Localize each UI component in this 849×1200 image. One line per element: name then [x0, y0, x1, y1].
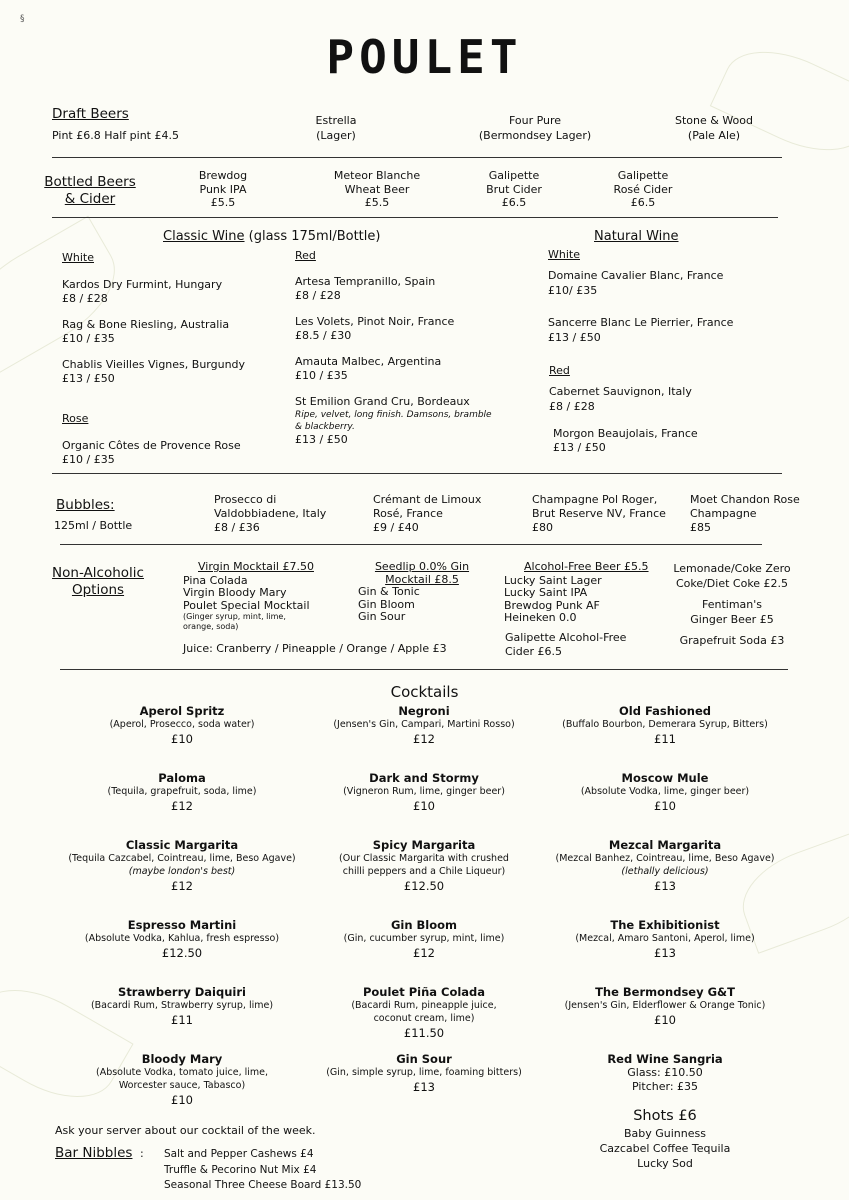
- wine-price: £10 / £35: [295, 368, 348, 382]
- draft-beer-name: Stone & Wood: [674, 114, 753, 127]
- cocktail-price: £10: [654, 799, 676, 813]
- bottled-item-price: £6.5: [630, 196, 656, 209]
- cocktail-name: Negroni: [398, 704, 450, 718]
- draft-beer: [280, 114, 392, 142]
- cocktail-name: Gin Sour: [396, 1052, 452, 1066]
- cocktail-item: [545, 918, 785, 960]
- juice-line: Juice: Cranberry / Pineapple / Orange / Apple £3: [183, 642, 447, 655]
- non-alcoholic-heading-line: Options: [71, 582, 125, 598]
- bubbles-item-price: £8 / £36: [214, 521, 260, 534]
- cocktail-price: £12: [413, 946, 435, 960]
- non-alcoholic-heading: [48, 565, 148, 599]
- seedlip-item: Gin Bloom: [358, 597, 415, 611]
- bottled-item-line: Brut Cider: [486, 182, 542, 196]
- cocktail-description: Glass: £10.50: [627, 1066, 703, 1079]
- bubbles-item: [690, 493, 800, 535]
- cocktail-price: £13: [654, 879, 676, 893]
- bottled-item-line: Wheat Beer: [344, 182, 410, 196]
- cocktail-description: (Vigneron Rum, lime, ginger beer): [343, 786, 505, 797]
- cocktail-item: [304, 1052, 544, 1094]
- wine-price: £8 / £28: [62, 291, 108, 305]
- wine-price: £8 / £28: [549, 400, 595, 413]
- virgin-mocktail-block: [183, 561, 314, 632]
- nibbles-list: [164, 1147, 361, 1194]
- seedlip-heading-line: Mocktail £8.5: [385, 572, 459, 586]
- bottled-item-price: £5.5: [210, 196, 236, 209]
- wine-price: £8 / £28: [295, 288, 341, 302]
- divider: [52, 157, 782, 158]
- wine-item: [62, 318, 229, 345]
- cocktail-description: (Gin, simple syrup, lime, foaming bitters): [326, 1067, 522, 1078]
- divider: [52, 473, 782, 474]
- nibble-item: Seasonal Three Cheese Board £13.50: [164, 1179, 362, 1191]
- bottled-item-line: Galipette: [617, 169, 669, 182]
- cocktail-price: £13: [654, 946, 676, 960]
- cocktail-description: Pitcher: £35: [631, 1080, 699, 1093]
- wine-description: Ripe, velvet, long finish. Damsons, bramble: [295, 409, 492, 420]
- cocktail-tagline: (maybe london's best): [128, 866, 236, 877]
- cocktail-description: coconut cream, lime): [373, 1013, 475, 1024]
- classic-wine-note: (glass 175ml/Bottle): [244, 229, 381, 244]
- bottled-item: [470, 169, 558, 210]
- non-alcoholic-heading-line: Non-Alcoholic: [52, 565, 144, 581]
- alcohol-free-beer-block: [504, 561, 649, 625]
- wine-item: [62, 439, 241, 466]
- divider: [52, 217, 778, 218]
- cocktail-price: £11: [171, 1013, 193, 1027]
- wine-price: £13 / £50: [553, 441, 606, 454]
- cocktail-description: (Aperol, Prosecco, soda water): [109, 719, 255, 730]
- cocktail-price: £10: [171, 1093, 193, 1107]
- cocktail-description: Worcester sauce, Tabasco): [118, 1080, 246, 1091]
- wine-name: Cabernet Sauvignon, Italy: [549, 385, 692, 398]
- soft-drink-line: Coke/Diet Coke £2.5: [675, 577, 789, 590]
- cocktail-price: £12: [171, 879, 193, 893]
- bubbles-item-line: Champagne Pol Roger,: [532, 493, 658, 506]
- wine-item: [548, 315, 733, 345]
- bubbles-item-price: £80: [532, 521, 553, 534]
- af-beer-item: Brewdog Punk AF: [504, 598, 600, 612]
- wine-price: £13 / £50: [62, 371, 115, 385]
- wine-red-label: Red: [549, 364, 570, 377]
- classic-wine-heading: [163, 229, 380, 244]
- cocktail-price: £10: [413, 799, 435, 813]
- cocktail-price: £10: [654, 1013, 676, 1027]
- wine-name: Organic Côtes de Provence Rose: [62, 439, 241, 452]
- draft-beer-name: Estrella: [315, 114, 357, 127]
- cocktail-item: [62, 918, 302, 960]
- cocktail-price: £13: [413, 1080, 435, 1094]
- wine-name: Domaine Cavalier Blanc, France: [548, 269, 724, 282]
- wine-name: Les Volets, Pinot Noir, France: [295, 315, 455, 328]
- galipette-af-line: Galipette Alcohol-Free: [505, 631, 627, 644]
- bottled-item: [175, 169, 271, 210]
- cocktail-description: (Mezcal, Amaro Santoni, Aperol, lime): [575, 933, 755, 944]
- cocktails-heading: Cocktails: [390, 683, 459, 701]
- bubbles-item: [214, 493, 326, 535]
- cocktail-name: Bloody Mary: [141, 1052, 223, 1066]
- cocktail-description: (Tequila Cazcabel, Cointreau, lime, Beso Agave): [68, 853, 296, 864]
- bubbles-item-line: Rosé, France: [373, 507, 443, 520]
- cocktail-name: Strawberry Daiquiri: [118, 985, 246, 999]
- af-beer-item: Heineken 0.0: [504, 611, 577, 624]
- bottled-heading: [44, 174, 136, 208]
- cocktail-price: £10: [171, 732, 193, 746]
- bottled-item-line: Brewdog: [198, 169, 248, 182]
- shots-block: [545, 1106, 785, 1171]
- cocktail-name: Dark and Stormy: [369, 771, 479, 785]
- corner-mark: §: [20, 14, 25, 24]
- galipette-af-line: Cider £6.5: [505, 645, 562, 658]
- wine-item: [553, 427, 698, 455]
- cocktail-item: [304, 838, 544, 893]
- draft-beer: [460, 114, 610, 142]
- cocktail-tagline: (lethally delicious): [621, 866, 709, 877]
- seedlip-block: [358, 561, 486, 624]
- cocktail-description: (Bacardi Rum, pineapple juice,: [351, 1000, 497, 1011]
- bar-nibbles-title: Bar Nibbles: [55, 1145, 133, 1161]
- grapefruit-soda: Grapefruit Soda £3: [679, 634, 785, 647]
- draft-beer: [660, 114, 768, 142]
- cocktail-item: [304, 704, 544, 746]
- divider: [60, 669, 788, 670]
- wine-item: [295, 395, 492, 447]
- wine-price: £8.5 / £30: [295, 328, 352, 342]
- bottled-item-price: £6.5: [501, 196, 527, 209]
- cocktail-item: [62, 838, 302, 893]
- cocktail-item: [545, 838, 785, 893]
- cocktail-name: The Bermondsey G&T: [595, 985, 735, 999]
- wine-red-label: Red: [295, 249, 316, 262]
- cocktail-price: £12: [413, 732, 435, 746]
- bubbles-item-line: Crémant de Limoux: [373, 493, 482, 506]
- bubbles-item-line: Prosecco di: [214, 493, 277, 506]
- seedlip-item: Gin & Tonic: [358, 585, 420, 598]
- draft-beer-name: Four Pure: [508, 114, 562, 127]
- wine-item: [295, 275, 435, 302]
- cocktail-name: Poulet Piña Colada: [362, 985, 486, 999]
- wine-price: £10 / £35: [62, 452, 115, 466]
- natural-wine-heading: Natural Wine: [594, 229, 679, 244]
- wine-price: £10 / £35: [62, 331, 115, 345]
- bottled-item-line: Punk IPA: [199, 182, 247, 196]
- bottled-item-line: Galipette: [488, 169, 540, 182]
- bubbles-item-line: Valdobbiadene, Italy: [214, 507, 327, 520]
- cocktail-description: (Jensen's Gin, Campari, Martini Rosso): [333, 719, 515, 730]
- cocktail-description: (Absolute Vodka, lime, ginger beer): [580, 786, 750, 797]
- bubbles-item: [532, 493, 666, 535]
- cocktail-item: [545, 985, 785, 1027]
- wine-item: [62, 278, 222, 305]
- divider: [60, 544, 762, 545]
- seedlip-heading-line: Seedlip 0.0% Gin: [374, 560, 470, 573]
- wine-name: Artesa Tempranillo, Spain: [295, 275, 436, 288]
- shot-item: Baby Guinness: [623, 1127, 706, 1140]
- wine-rose-label: Rose: [62, 412, 89, 425]
- draft-beer-note: (Lager): [316, 129, 356, 142]
- mocktail-item: Virgin Bloody Mary: [183, 586, 287, 599]
- cocktail-description: (Gin, cucumber syrup, mint, lime): [343, 933, 505, 944]
- wine-item: [295, 355, 441, 382]
- soft-drinks-block: [666, 561, 798, 648]
- shot-item: Lucky Sod: [637, 1157, 693, 1170]
- cocktail-description: (Buffalo Bourbon, Demerara Syrup, Bitters): [562, 719, 768, 730]
- cocktail-item: [62, 985, 302, 1027]
- cocktail-description: (Jensen's Gin, Elderflower & Orange Tonic): [564, 1000, 766, 1011]
- cocktail-name: Spicy Margarita: [372, 838, 476, 852]
- cocktail-item: [62, 771, 302, 813]
- mocktail-note: orange, soda): [183, 622, 239, 631]
- draft-beers-heading: Draft Beers: [52, 106, 129, 122]
- seedlip-heading: [358, 561, 486, 586]
- cocktail-price: £12.50: [161, 946, 203, 960]
- cocktail-name: Gin Bloom: [390, 918, 458, 932]
- cocktail-name: Red Wine Sangria: [607, 1052, 723, 1066]
- fentiman-line: Ginger Beer £5: [690, 613, 774, 626]
- wine-item: [548, 268, 723, 298]
- cocktail-item: [545, 704, 785, 746]
- bottled-item: [598, 169, 688, 210]
- bottled-item-line: Rosé Cider: [613, 182, 673, 196]
- cocktail-description: (Bacardi Rum, Strawberry syrup, lime): [90, 1000, 274, 1011]
- shots-heading: Shots £6: [633, 1108, 697, 1124]
- cocktail-price: £12.50: [403, 879, 445, 893]
- wine-price: £13 / £50: [548, 331, 601, 344]
- wine-name: St Emilion Grand Cru, Bordeaux: [295, 395, 470, 408]
- bottled-item-price: £5.5: [364, 196, 390, 209]
- cocktail-item: [304, 771, 544, 813]
- bottled-item: [322, 169, 432, 210]
- nibble-item: Truffle & Pecorino Nut Mix £4: [164, 1163, 317, 1176]
- wine-item: [62, 358, 245, 385]
- bubbles-item-line: Moet Chandon Rose: [690, 493, 800, 506]
- af-beer-item: Lucky Saint IPA: [504, 586, 588, 599]
- classic-wine-title: Classic Wine: [163, 229, 245, 244]
- cocktail-price: £12: [171, 799, 193, 813]
- wine-item: [295, 315, 454, 342]
- draft-beer-note: (Pale Ale): [687, 129, 741, 142]
- cocktail-name: Moscow Mule: [621, 771, 709, 785]
- fentiman-line: Fentiman's: [701, 598, 763, 611]
- draft-price-line: Pint £6.8 Half pint £4.5: [52, 129, 179, 142]
- wine-white-label: White: [62, 251, 94, 264]
- cocktail-item: [304, 918, 544, 960]
- cocktail-name: Aperol Spritz: [139, 704, 225, 718]
- alcohol-free-beer-heading: Alcohol-Free Beer £5.5: [524, 560, 649, 573]
- cocktail-name: The Exhibitionist: [610, 918, 720, 932]
- wine-name: Morgon Beaujolais, France: [553, 427, 698, 440]
- wine-name: Rag & Bone Riesling, Australia: [62, 318, 230, 331]
- wine-item: [549, 384, 692, 414]
- wine-name: Amauta Malbec, Argentina: [295, 355, 442, 368]
- menu-title: POULET: [326, 30, 523, 84]
- cocktail-name: Old Fashioned: [619, 704, 711, 718]
- bubbles-item-line: Champagne: [690, 507, 757, 520]
- cocktail-name: Paloma: [158, 771, 206, 785]
- bottled-heading-line: Bottled Beers: [44, 174, 136, 190]
- bubbles-item-price: £9 / £40: [373, 521, 419, 534]
- cocktail-price: £11.50: [403, 1026, 445, 1040]
- cocktail-description: (Tequila, grapefruit, soda, lime): [107, 786, 257, 797]
- ask-server-note: Ask your server about our cocktail of the week.: [55, 1124, 316, 1137]
- galipette-af-cider: [505, 631, 626, 659]
- bubbles-item-line: Brut Reserve NV, France: [532, 507, 666, 520]
- wine-price: £10/ £35: [548, 284, 598, 297]
- bubbles-item-price: £85: [690, 521, 711, 534]
- bubbles-heading: Bubbles:: [56, 497, 115, 513]
- bottled-item-line: Meteor Blanche: [333, 169, 421, 182]
- soft-drink-line: Lemonade/Coke Zero: [673, 562, 791, 575]
- wine-name: Sancerre Blanc Le Pierrier, France: [548, 316, 734, 329]
- bottled-heading-line: & Cider: [64, 191, 116, 207]
- draft-beer-note: (Bermondsey Lager): [478, 129, 592, 142]
- af-beer-item: Lucky Saint Lager: [504, 573, 602, 587]
- cocktail-description: (Absolute Vodka, Kahlua, fresh espresso): [84, 933, 280, 944]
- mocktail-item: Poulet Special Mocktail: [183, 598, 310, 612]
- bubbles-size: 125ml / Bottle: [54, 519, 133, 532]
- cocktail-price: £11: [654, 732, 676, 746]
- wine-name: Kardos Dry Furmint, Hungary: [62, 278, 223, 291]
- cocktail-name: Espresso Martini: [127, 918, 237, 932]
- cocktail-item: [62, 704, 302, 746]
- bar-nibbles-colon: :: [139, 1147, 144, 1160]
- cocktail-description: (Mezcal Banhez, Cointreau, lime, Beso Agave): [555, 853, 775, 864]
- wine-description: & blackberry.: [295, 421, 355, 432]
- cocktail-item: [62, 1052, 302, 1107]
- mocktail-note: (Ginger syrup, mint, lime,: [183, 612, 286, 621]
- virgin-mocktail-heading: Virgin Mocktail £7.50: [198, 560, 314, 573]
- seedlip-item: Gin Sour: [358, 610, 406, 623]
- cocktail-item: [304, 985, 544, 1040]
- cocktail-name: Classic Margarita: [125, 838, 239, 852]
- cocktail-name: Mezcal Margarita: [608, 838, 722, 852]
- shot-item: Cazcabel Coffee Tequila: [599, 1142, 731, 1155]
- cocktail-description: chilli peppers and a Chile Liqueur): [342, 866, 506, 877]
- bubbles-item: [373, 493, 481, 535]
- mocktail-item: Pina Colada: [183, 573, 248, 587]
- cocktail-item: [545, 771, 785, 813]
- cocktail-description: (Our Classic Margarita with crushed: [339, 853, 509, 864]
- nibble-item: Salt and Pepper Cashews £4: [164, 1148, 314, 1160]
- bar-nibbles-heading: [55, 1145, 144, 1161]
- cocktail-description: (Absolute Vodka, tomato juice, lime,: [95, 1067, 269, 1078]
- wine-price: £13 / £50: [295, 432, 348, 446]
- cocktail-item: [545, 1052, 785, 1094]
- wine-white-label: White: [548, 248, 580, 261]
- wine-name: Chablis Vieilles Vignes, Burgundy: [62, 358, 246, 371]
